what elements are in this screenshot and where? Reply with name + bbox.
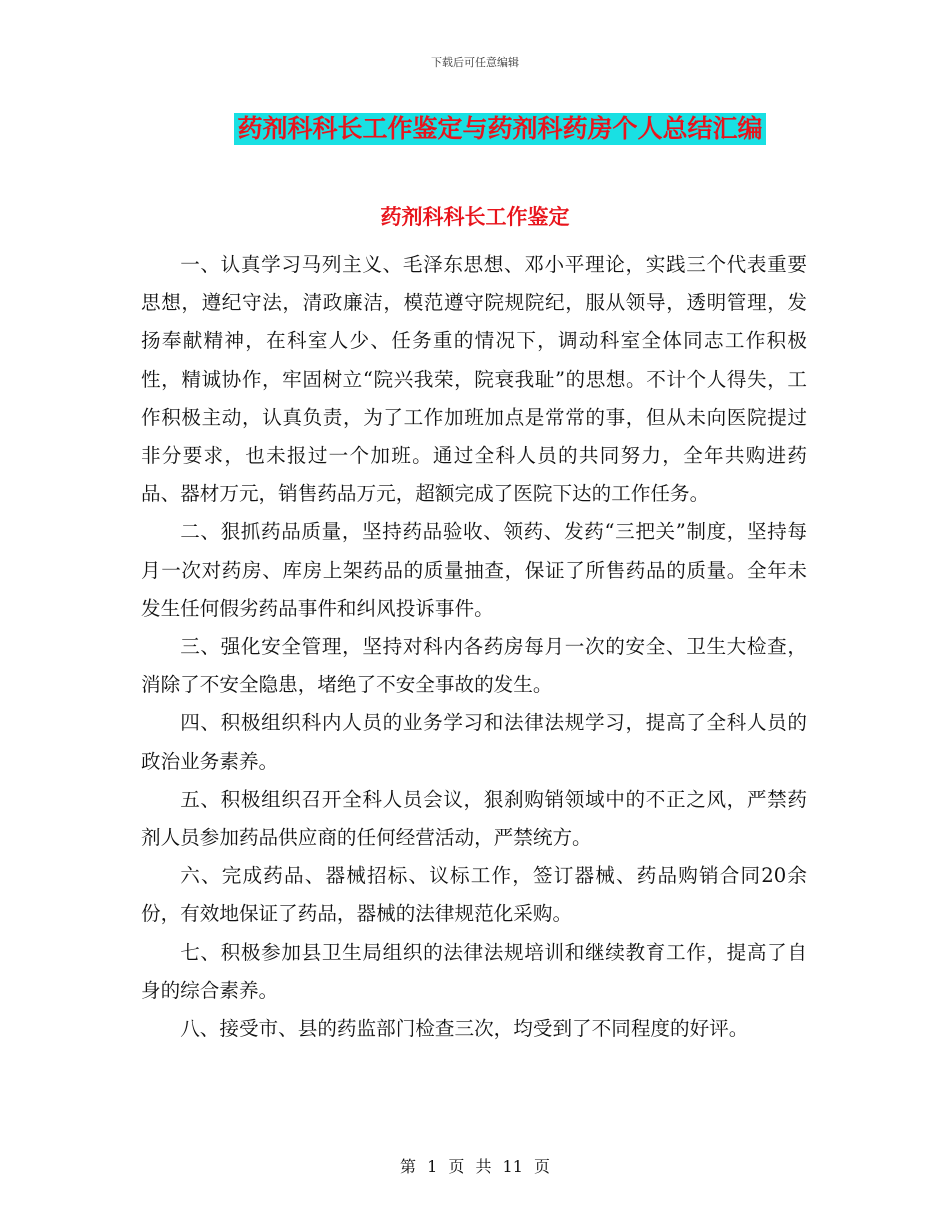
page-footer: 第 1 页 共 11 页 [400,1157,550,1176]
section-title: 药剂科科长工作鉴定 [380,205,570,229]
paragraph-4: 四、积极组织科内人员的业务学习和法律法规学习，提高了全科人员的政治业务素养。 [141,711,807,773]
main-title-text: 药剂科科长工作鉴定与药剂科药房个人总结汇编 [234,113,765,145]
header-note: 下载后可任意编辑 [431,56,519,69]
paragraph-3: 三、强化安全管理，坚持对科内各药房每月一次的安全、卫生大检查，消除了不安全隐患，堵绝了不安全事故的发生。 [141,635,807,697]
paragraph-1: 一、认真学习马列主义、毛泽东思想、邓小平理论，实践三个代表重要思想，遵纪守法，清政廉洁，模范遵守院规院纪，服从领导，透明管理，发扬奉献精神，在科室人少、任务重的情况下，调动科室全体同志工作积极性，精诚协作，牢固树立“院兴我荣，院衰我耻”的思想。不计个人得失，工作积极主动，认真负责，为了工作加班加点是常常的事，但从未向医院提过非分要求，也未报过一个加班。通过全科人员的共同努力，全年共购进药品、器材万元，销售药品万元，超额完成了医院下达的工作任务。 [141,253,807,506]
paragraph-5: 五、积极组织召开全科人员会议，狠刹购销领域中的不正之风，严禁药剂人员参加药品供应商的任何经营活动，严禁统方。 [141,787,807,850]
paragraph-6: 六、完成药品、器械招标、议标工作，签订器械、药品购销合同20余份，有效地保证了药品，器械的法律规范化采购。 [141,864,807,926]
paragraph-2: 二、狠抓药品质量，坚持药品验收、领药、发药“三把关”制度，坚持每月一次对药房、库房上架药品的质量抽查，保证了所售药品的质量。全年未发生任何假劣药品事件和纠风投诉事件。 [141,520,807,620]
paragraph-8: 八、接受市、县的药监部门检查三次，均受到了不同程度的好评。 [180,1017,749,1041]
paragraph-7: 七、积极参加县卫生局组织的法律法规培训和继续教育工作，提高了自身的综合素养。 [141,940,807,1002]
main-title [0,113,950,145]
document-body [141,246,807,1048]
